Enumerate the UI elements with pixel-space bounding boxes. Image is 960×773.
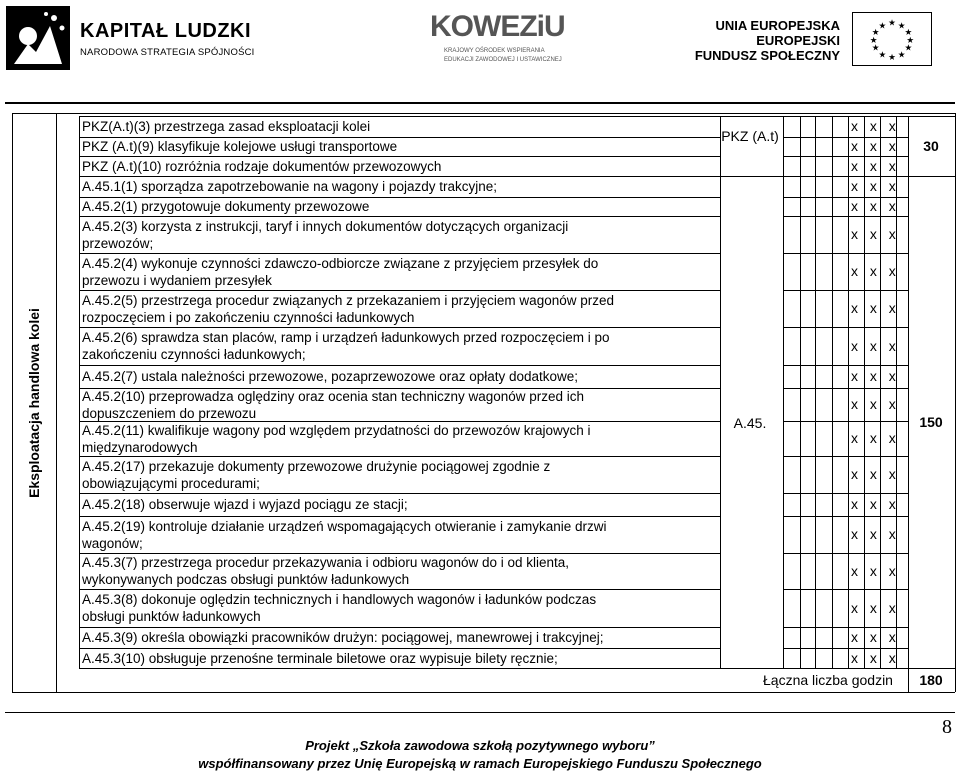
row-x-marks: x x x	[851, 430, 900, 446]
table-row	[82, 388, 584, 422]
eu-text	[695, 18, 840, 63]
row-text-line: A.45.2(3) korzysta z instrukcji, taryf i innych dokumentów dotyczących organizacji	[82, 218, 569, 234]
svg-text:★: ★	[897, 50, 906, 61]
row-line-grid-10	[783, 388, 908, 389]
row-text-line: A.45.2(6) sprawdza stan placów, ramp i urządzeń ładunkowych przed rozpoczęciem i po	[82, 330, 610, 345]
row-text-line: A.45.2(18) obserwuje wjazd i wyjazd pociągu ze stacji;	[82, 497, 408, 512]
subject-column	[12, 113, 56, 692]
row-text-line: PKZ(A.t)(3) przestrzega zasad eksploatacji kolei	[82, 119, 371, 134]
kowezu-logo	[430, 10, 565, 70]
table-row	[82, 458, 550, 492]
eu-line-1: UNIA EUROPEJSKA	[715, 18, 840, 33]
row-text-line: A.45.2(11) kwalifikuje wagony pod względem przydatności do przewozów krajowych i	[82, 422, 591, 438]
row-text-line: dopuszczeniem do przewozu	[82, 406, 257, 421]
col-line-hours	[908, 116, 909, 692]
row-text-line: A.45.3(8) dokonuje oględzin technicznych i handlowych wagonów i ładunków podczas	[82, 592, 597, 607]
kowezu-subtitle-1: KRAJOWY OŚRODEK WSPIERANIA	[444, 48, 545, 54]
svg-text:★: ★	[906, 35, 915, 46]
col-line-code	[720, 116, 721, 668]
header-divider	[5, 102, 955, 104]
table-border-top	[12, 113, 955, 114]
row-text-line: PKZ (A.t)(9) klasyfikuje kolejowe usługi transportowe	[82, 139, 398, 154]
svg-text:★: ★	[888, 53, 896, 64]
subject-name: Eksploatacja handlowa kolei	[26, 307, 42, 498]
code-pkz: PKZ (A.t)	[721, 128, 779, 144]
eu-line-2: EUROPEJSKI	[756, 33, 840, 48]
row-line-top	[79, 116, 955, 117]
table-row	[82, 292, 614, 326]
table-row	[82, 218, 568, 252]
table-row	[82, 518, 607, 552]
svg-text:★: ★	[878, 21, 887, 32]
svg-text:★: ★	[871, 28, 880, 39]
row-text-line: międzynarodowych	[82, 439, 198, 455]
total-value: 180	[919, 672, 943, 688]
row-text-line: A.45.3(7) przestrzega procedur przekazywania i odbioru wagonów do i od klienta,	[82, 555, 570, 570]
row-line-grid-12	[783, 456, 908, 457]
row-x-marks: x x x	[851, 157, 900, 174]
row-text-line: A.45.2(1) przygotowuje dokumenty przewozowe	[82, 199, 370, 214]
table-row	[82, 118, 370, 135]
footer-project: Projekt „Szkoła zawodowa szkołą pozytywnego wyboru”	[305, 738, 655, 753]
row-text-line: obsługi punktów ładunkowych	[82, 609, 261, 624]
svg-text:★: ★	[904, 43, 913, 54]
table-row	[82, 158, 441, 175]
table-border-right	[955, 113, 956, 692]
col-line-grid-4	[848, 116, 849, 668]
row-line-grid-3	[783, 176, 908, 177]
svg-text:★: ★	[871, 43, 880, 54]
row-x-marks: x x x	[851, 263, 900, 279]
row-line-8	[79, 327, 720, 328]
row-line-grid-8	[783, 327, 908, 328]
row-text-line: PKZ (A.t)(10) rozróżnia rodzaje dokumentów przewozowych	[82, 158, 442, 174]
row-line-grid-9	[783, 365, 908, 366]
row-line-16	[79, 589, 720, 590]
row-line-3	[79, 176, 783, 177]
row-text-line: zakończeniu czynności ładunkowych;	[82, 347, 306, 362]
kl-subtitle: NARODOWA STRATEGIA SPÓJNOŚCI	[80, 47, 255, 58]
row-text-line: A.45.2(5) przestrzega procedur związanych z przekazaniem i przyjęciem wagonów przed	[82, 292, 614, 308]
row-text-line: rozpoczęciem i po zakończeniu czynności ładunkowych	[82, 309, 415, 325]
code-a45: A.45.	[733, 415, 767, 431]
table-row	[82, 554, 569, 588]
table-row	[82, 138, 397, 155]
row-x-marks: x x x	[851, 496, 900, 512]
footer-divider	[5, 712, 955, 713]
kl-title: KAPITAŁ LUDZKI	[80, 20, 252, 42]
row-line-grid-13	[783, 493, 908, 494]
row-line-17	[79, 627, 720, 628]
row-text-line: wykonywanych podczas obsługi punktów ładunkowych	[82, 572, 410, 587]
row-x-marks: x x x	[851, 466, 900, 482]
row-line-grid-14	[783, 516, 908, 517]
row-line-9	[79, 365, 720, 366]
row-x-marks: x x x	[851, 300, 900, 316]
row-line-total-top	[908, 668, 955, 669]
row-line-grid-7	[783, 290, 908, 291]
hours-pkz: 30	[923, 138, 939, 154]
row-line-13	[79, 493, 720, 494]
row-line-grid-15	[783, 553, 908, 554]
table-row	[82, 629, 603, 646]
row-x-marks: x x x	[851, 118, 900, 134]
row-line-grid-6	[783, 253, 908, 254]
svg-text:★: ★	[869, 35, 878, 46]
row-x-marks: x x x	[851, 226, 900, 242]
table-row	[82, 422, 591, 456]
svg-text:★: ★	[888, 18, 896, 29]
row-line-grid-19	[783, 668, 908, 669]
row-line-19	[79, 668, 783, 669]
row-line-grid-5	[783, 216, 908, 217]
table-row	[82, 368, 578, 385]
row-text-line: A.45.2(7) ustala należności przewozowe, pozaprzewozowe oraz opłaty dodatkowe;	[82, 369, 579, 384]
col-line-grid-0	[783, 116, 784, 668]
row-text-line: A.45.2(19) kontroluje działanie urządzeń wspomagających otwieranie i zamykanie drzwi	[82, 518, 607, 534]
eu-logo	[694, 12, 932, 72]
table-row	[82, 650, 558, 667]
col-line-grid-1	[800, 116, 801, 668]
page-header	[0, 0, 960, 80]
row-x-marks: x x x	[851, 526, 900, 542]
table-row	[82, 329, 610, 363]
kowezu-name: KOWEZiU	[430, 10, 565, 43]
page-number: 8	[942, 716, 952, 738]
table-border-bottom	[12, 692, 955, 693]
row-x-marks: x x x	[851, 178, 900, 194]
table-row	[82, 255, 598, 289]
kapital-ludzki-logo	[6, 6, 256, 74]
row-x-marks: x x x	[851, 649, 900, 666]
col-line-text	[79, 116, 80, 668]
table-row	[82, 496, 408, 513]
row-x-marks: x x x	[851, 396, 900, 412]
svg-text:★: ★	[904, 28, 913, 39]
row-text-line: A.45.1(1) sporządza zapotrzebowanie na wagony i pojazdy trakcyjne;	[82, 179, 497, 194]
svg-text:★: ★	[878, 50, 887, 61]
row-text-line: A.45.2(4) wykonuje czynności zdawczo-odbiorcze związane z przyjęciem przesyłek do	[82, 255, 599, 271]
eu-flag-icon	[852, 12, 932, 66]
svg-text:★: ★	[897, 21, 906, 32]
row-line-grid-11	[783, 421, 908, 422]
row-text-line: przewozów;	[82, 235, 154, 251]
table-row	[82, 178, 497, 195]
row-text-line: A.45.3(9) określa obowiązki pracowników drużyn: pociągowej, manewrowej i trakcyjnej;	[82, 630, 604, 645]
row-x-marks: x x x	[851, 599, 900, 616]
kapital-ludzki-emblem-icon	[6, 6, 70, 70]
row-text-line: przewozu i wydaniem przesyłek	[82, 272, 272, 288]
row-x-marks: x x x	[851, 562, 900, 579]
kowezu-subtitle-2: EDUKACJI ZAWODOWEJ I USTAWICZNEJ	[444, 57, 562, 63]
table-row	[82, 591, 596, 625]
col-line-subject	[56, 113, 57, 692]
row-x-marks: x x x	[851, 629, 900, 645]
row-text-line: wagonów;	[82, 535, 143, 551]
hours-a45: 150	[919, 414, 943, 430]
footer-funding: współfinansowany przez Unię Europejską w ramach Europejskiego Funduszu Społecznego	[198, 756, 762, 771]
row-x-marks: x x x	[851, 337, 900, 354]
row-x-marks: x x x	[851, 138, 900, 154]
row-line-grid-16	[783, 589, 908, 590]
table-row	[82, 198, 369, 215]
row-text-line: obowiązującymi procedurami;	[82, 475, 260, 491]
row-text-line: A.45.3(10) obsługuje przenośne terminale biletowe oraz wypisuje bilety ręcznie;	[82, 650, 558, 666]
col-line-grid-3	[832, 116, 833, 668]
row-line-hours-split	[908, 176, 955, 177]
row-x-marks: x x x	[851, 198, 900, 214]
col-line-grid-2	[815, 116, 816, 668]
row-x-marks: x x x	[851, 368, 900, 384]
row-text-line: A.45.2(17) przekazuje dokumenty przewozowe drużynie pociągowej zgodnie z	[82, 458, 551, 474]
row-line-grid-17	[783, 627, 908, 628]
row-text-line: A.45.2(10) przeprowadza oględziny oraz ocenia stan techniczny wagonów przed ich	[82, 389, 585, 404]
eu-line-3: FUNDUSZ SPOŁECZNY	[694, 48, 840, 63]
total-label: Łączna liczba godzin	[763, 672, 893, 688]
